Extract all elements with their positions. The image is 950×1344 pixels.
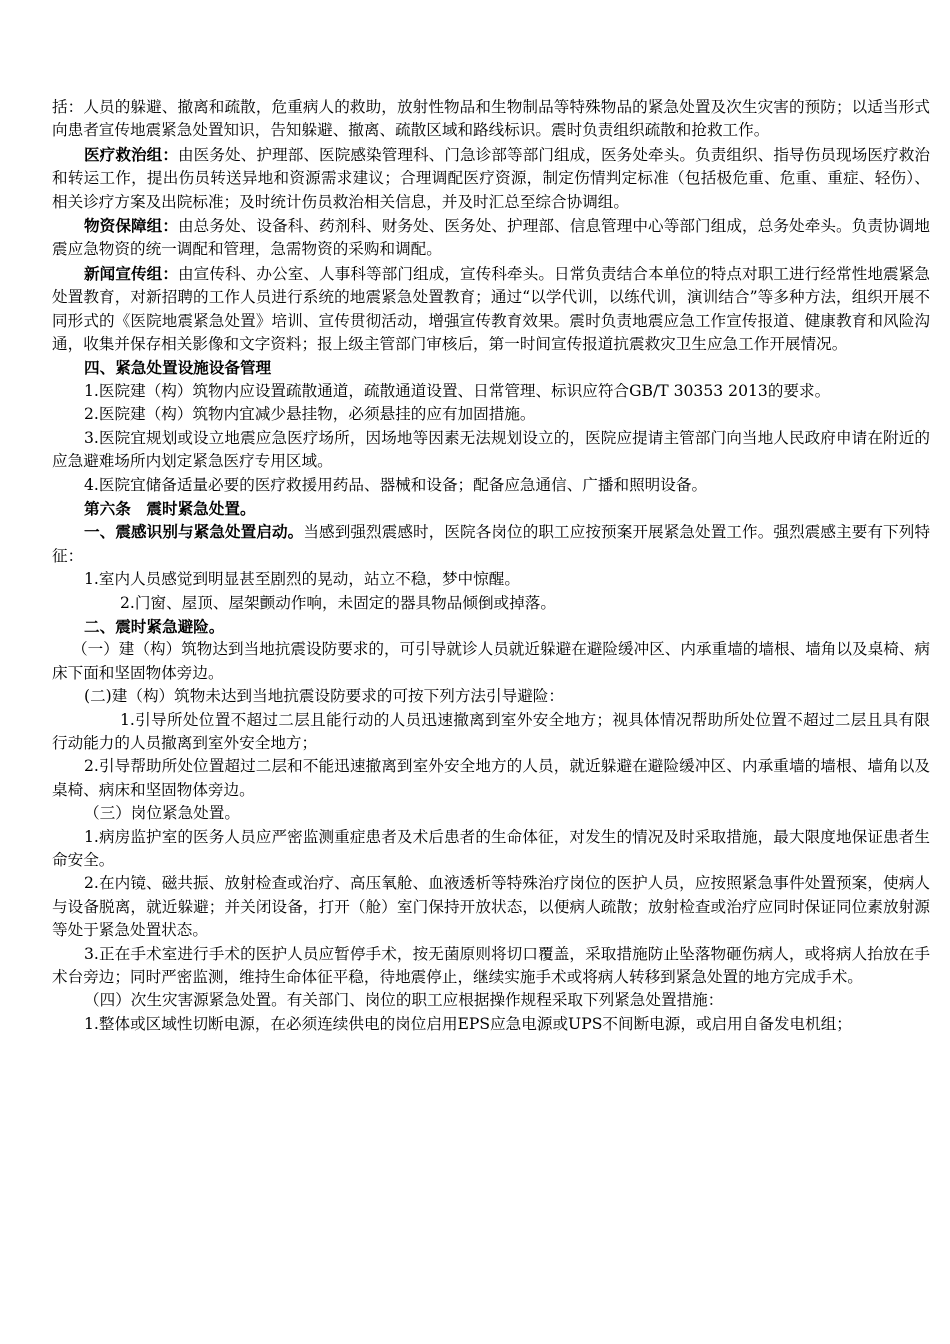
list-item-feature-2: 2.门窗、屋顶、屋架颤动作响，未固定的器具物品倾倒或掉落。 xyxy=(120,593,556,612)
lead-supplies-group: 物资保障组： xyxy=(84,216,179,236)
section-heading-facilities: 四、紧急处置设施设备管理 xyxy=(84,358,272,378)
paragraph-supplies-group xyxy=(52,214,930,262)
lead-publicity-group: 新闻宣传组： xyxy=(84,263,179,283)
paragraph-avoidance-1: （一）建（构）筑物达到当地抗震设防要求的，可引导就诊人员就近躲避在避险缓冲区、内承重墙的墙根、墙角以及桌椅、病床下面和坚固物体旁边。 xyxy=(52,640,930,682)
section-heading-emergency-avoidance: 二、震时紧急避险。 xyxy=(84,616,225,636)
body-quake-recognition: 当感到强烈震感时，医院各岗位的职工应按预案开展紧急处置工作。强烈震感主要有下列特征： xyxy=(52,523,930,565)
list-item-facility-2: 2.医院建（构）筑物内宜减少悬挂物，必须悬挂的应有加固措施。 xyxy=(84,405,536,424)
paragraph-quake-recognition xyxy=(52,520,930,568)
list-item-post-2: 2.在内镜、磁共振、放射检查或治疗、高压氧舱、血液透析等特殊治疗岗位的医护人员，应按照紧急事件处置预案，使病人与设备脱离，就近躲避；并关闭设备，打开（舱）室门保持开放状态，以便病人疏散；放射检查或治疗应同时保证同位素放射源等处于紧急处置状态。 xyxy=(52,874,930,940)
list-item-post-3: 3.正在手术室进行手术的医护人员应暂停手术，按无菌原则将切口覆盖，采取措施防止坠落物砸伤病人，或将病人抬放在手术台旁边；同时严密监测，维持生命体征平稳，待地震停止，继续实施手术或将病人转移到紧急处置的地方完成手术。 xyxy=(52,944,930,987)
list-item-avoidance-2-2: 2.引导帮助所处位置超过二层和不能迅速撤离到室外安全地方的人员，就近躲避在避险缓冲区、内承重墙的墙根、墙角以及桌椅、病床和坚固物体旁边。 xyxy=(52,757,930,799)
paragraph-secondary-hazard: （四）次生灾害源紧急处置。有关部门、岗位的职工应根据操作规程采取下列紧急处置措施： xyxy=(84,991,724,1010)
document-page xyxy=(52,96,930,1036)
body-medical-treatment-group: 由医务处、护理部、医院感染管理科、门急诊部等部门组成，医务处牵头。负责组织、指导伤员现场医疗救治和转运工作，提出伤员转送异地和资源需求建议；合理调配医疗资源，制定伤情判定标准（包括极危重、危重、重症、轻伤）、相关诊疗方案及出院标准；及时统计伤员救治相关信息，并及时汇总至综合协调组。 xyxy=(52,145,930,211)
list-item-hazard-1: 1.整体或区域性切断电源，在必须连续供电的岗位启用EPS应急电源或UPS不间断电源，或启用自备发电机组； xyxy=(84,1014,852,1033)
paragraph-intro: 括：人员的躲避、撤离和疏散，危重病人的救助，放射性物品和生物制品等特殊物品的紧急处置及次生灾害的预防；以适当形式向患者宣传地震紧急处置知识，告知躲避、撤离、疏散区域和路线标识。震时负责组织疏散和抢救工作。 xyxy=(52,98,930,140)
paragraph-avoidance-2: (二)建（构）筑物未达到当地抗震设防要求的可按下列方法引导避险： xyxy=(84,687,564,706)
body-supplies-group: 由总务处、设备科、药剂科、财务处、医务处、护理部、信息管理中心等部门组成，总务处牵头。负责协调地震应急物资的统一调配和管理，急需物资的采购和调配。 xyxy=(52,217,930,259)
list-item-feature-1: 1.室内人员感觉到明显甚至剧烈的晃动，站立不稳，梦中惊醒。 xyxy=(84,570,520,589)
paragraph-post-emergency: （三）岗位紧急处置。 xyxy=(84,804,240,823)
list-item-facility-4: 4.医院宜储备适量必要的医疗救援用药品、器械和设备；配备应急通信、广播和照明设备。 xyxy=(84,475,708,494)
list-item-facility-1: 1.医院建（构）筑物内应设置疏散通道，疏散通道设置、日常管理、标识应符合GB/T 30353 2013的要求。 xyxy=(84,381,831,400)
article-heading-6: 第六条 震时紧急处置。 xyxy=(84,498,256,518)
lead-medical-treatment-group: 医疗救治组： xyxy=(84,144,179,164)
paragraph-medical-treatment-group xyxy=(52,143,930,214)
paragraph-publicity-group xyxy=(52,262,930,357)
list-item-post-1: 1.病房监护室的医务人员应严密监测重症患者及术后患者的生命体征，对发生的情况及时采取措施，最大限度地保证患者生命安全。 xyxy=(52,827,930,869)
body-publicity-group: 由宣传科、办公室、人事科等部门组成，宣传科牵头。日常负责结合本单位的特点对职工进行经常性地震紧急处置教育，对新招聘的工作人员进行系统的地震紧急处置教育；通过“以学代训，以练代训，演训结合”等多种方法，组织开展不同形式的《医院地震紧急处置》培训、宣传贯彻活动，增强宣传教育效果。震时负责地震应急工作宣传报道、健康教育和风险沟通，收集并保存相关影像和文字资料；报上级主管部门审核后，第一时间宣传报道抗震救灾卫生应急工作开展情况。 xyxy=(52,264,930,354)
lead-quake-recognition: 一、震感识别与紧急处置启动。 xyxy=(84,522,304,542)
list-item-facility-3: 3.医院宜规划或设立地震应急医疗场所，因场地等因素无法规划设立的，医院应提请主管部门向当地人民政府申请在附近的应急避难场所内划定紧急医疗专用区域。 xyxy=(52,428,930,471)
list-item-avoidance-2-1: 1.引导所处位置不超过二层且能行动的人员迅速撤离到室外安全地方；视具体情况帮助所处位置不超过二层且具有限行动能力的人员撤离到室外安全地方； xyxy=(52,710,930,752)
